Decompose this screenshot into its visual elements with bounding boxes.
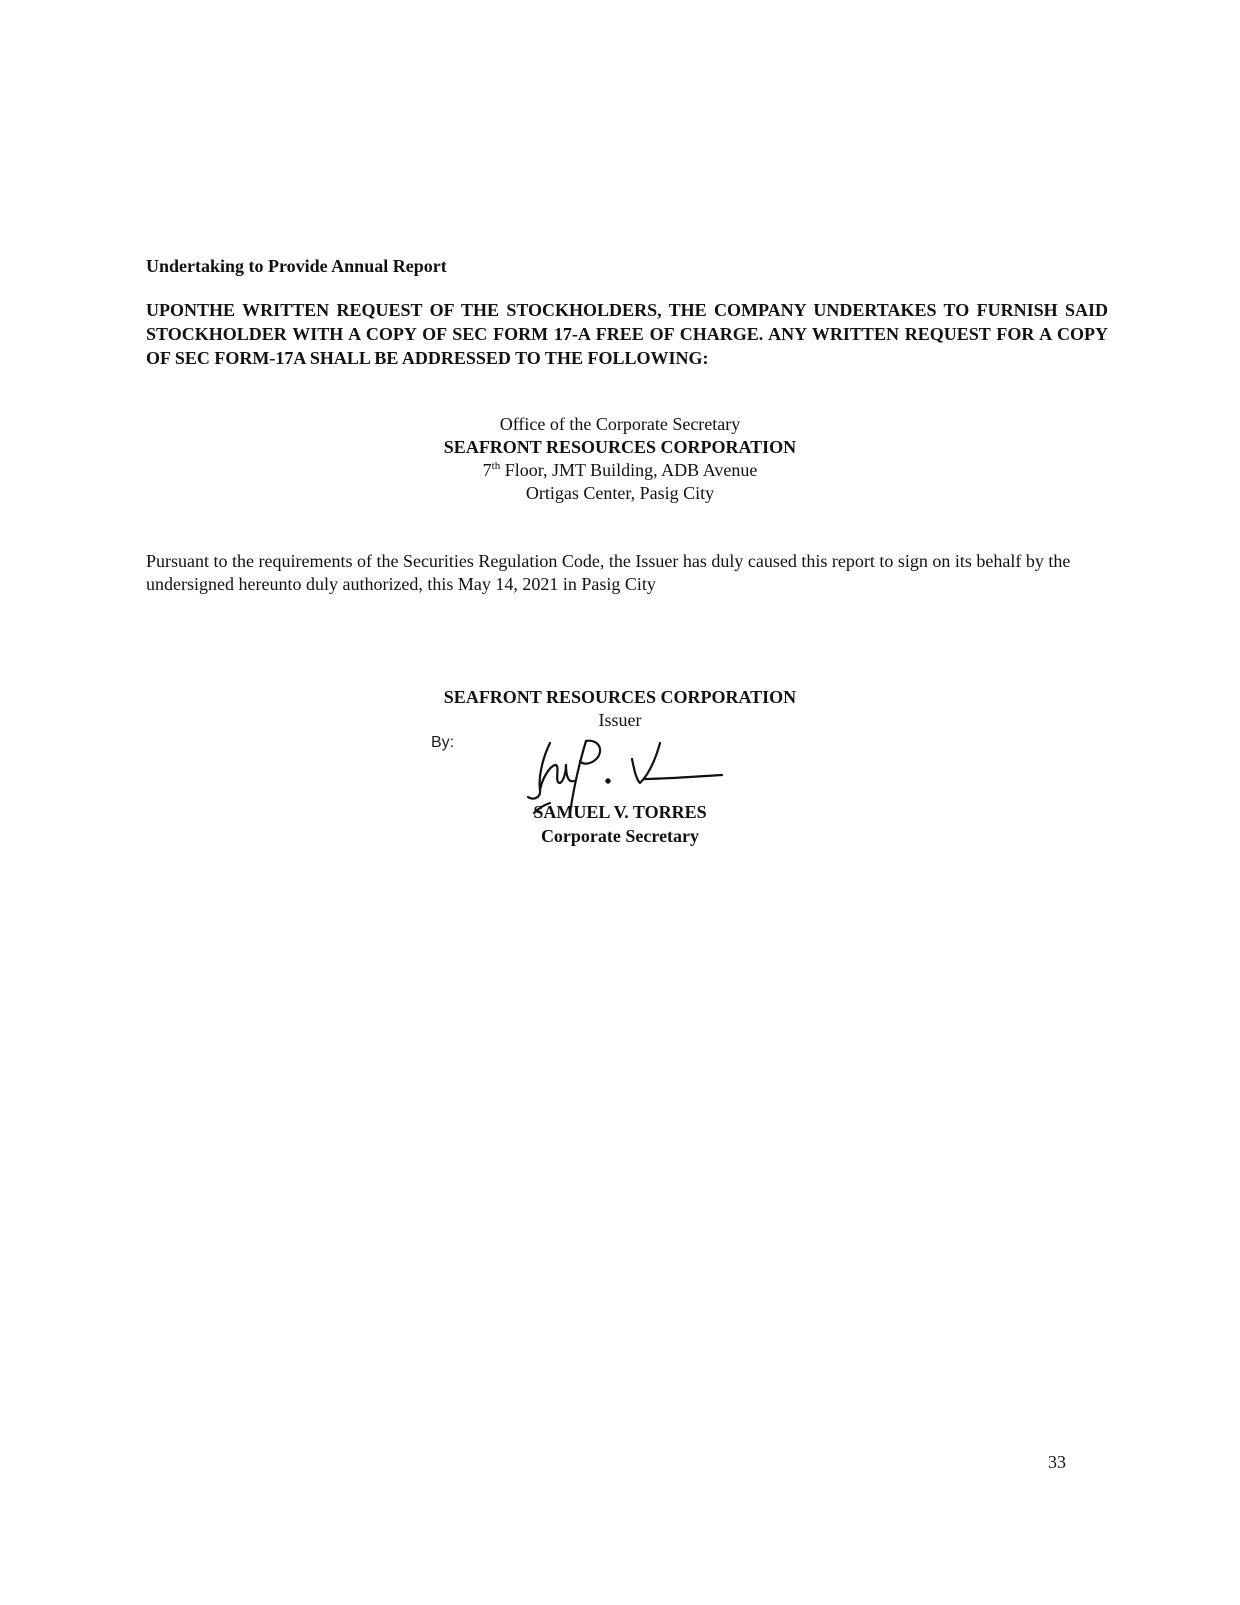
- address-floor-suffix: th: [491, 460, 501, 472]
- address-floor-number: 7: [482, 460, 492, 480]
- by-label: By:: [431, 734, 455, 751]
- address-office: Office of the Corporate Secretary: [499, 414, 741, 434]
- signatory-block: [320, 800, 920, 848]
- address-line-2: Ortigas Center, Pasig City: [525, 483, 715, 503]
- page-number: 33: [1048, 1452, 1066, 1472]
- pursuant-paragraph: Pursuant to the requirements of the Securities Regulation Code, the Issuer has duly caused this report to sign on its behalf by the undersigned hereunto duly authorized, this May 14, 2021 in Pasig City: [146, 551, 1071, 594]
- address-company: SEAFRONT RESOURCES CORPORATION: [443, 437, 797, 457]
- section-title: Undertaking to Provide Annual Report: [146, 256, 447, 276]
- undertaking-notice: UPONTHE WRITTEN REQUEST OF THE STOCKHOLDERS, THE COMPANY UNDERTAKES TO FURNISH SAID STOCKHOLDER WITH A COPY OF SEC FORM 17-A FREE OF CHARGE. ANY WRITTEN REQUEST FOR A COPY OF SEC FORM-17A SHALL BE ADDRESSED TO THE FOLLOWING:: [146, 300, 1108, 368]
- issuer-role: Issuer: [598, 710, 642, 730]
- signatory-name: SAMUEL V. TORRES: [533, 802, 707, 822]
- address-block: [320, 413, 920, 505]
- issuer-block: [320, 686, 920, 732]
- issuer-company: SEAFRONT RESOURCES CORPORATION: [443, 687, 797, 707]
- address-line-1-rest: Floor, JMT Building, ADB Avenue: [500, 460, 758, 480]
- signatory-title: Corporate Secretary: [540, 826, 700, 846]
- address-line-1: [320, 459, 920, 482]
